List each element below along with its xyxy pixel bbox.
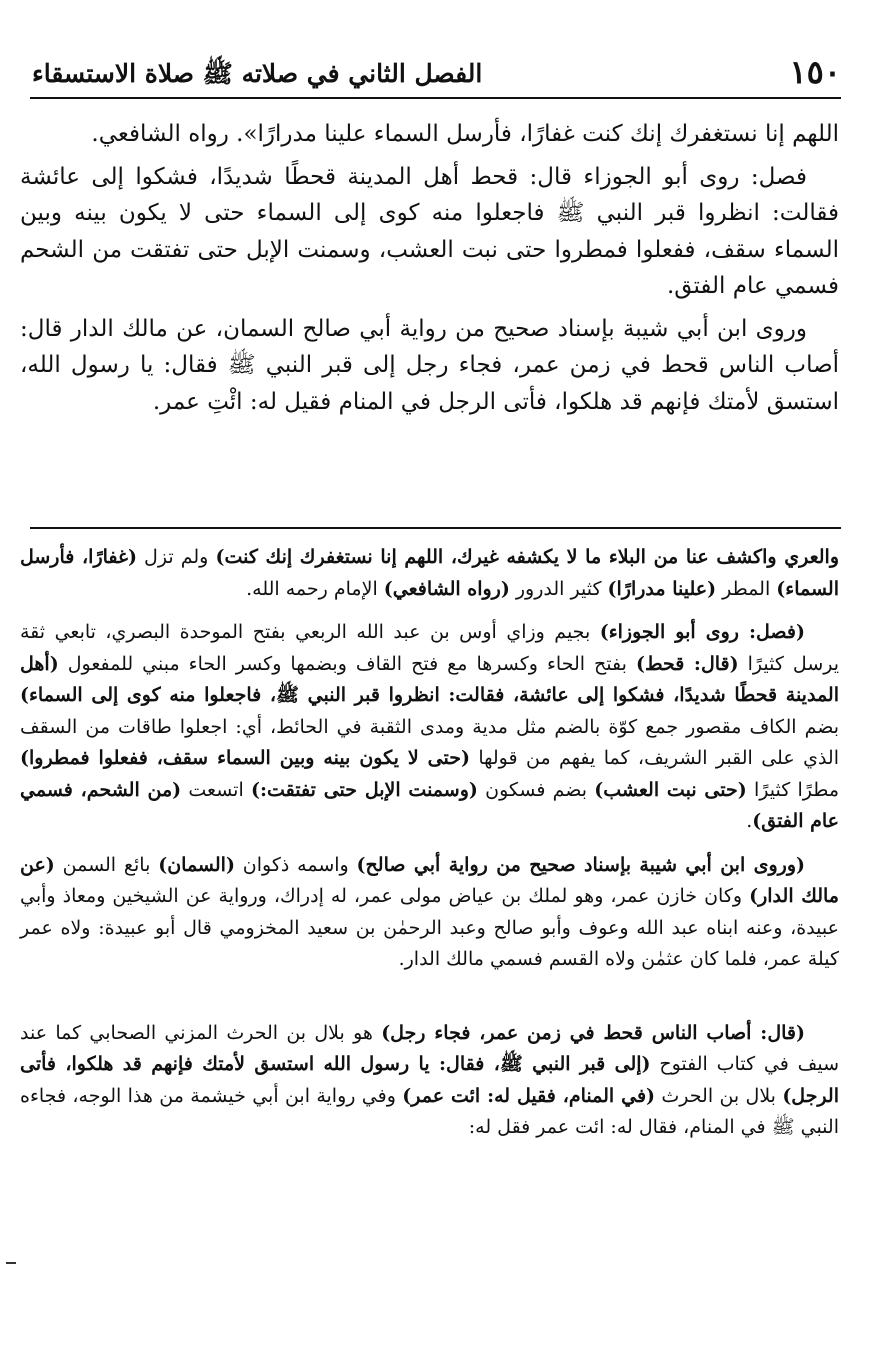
commentary-segment: واسمه ذكوان	[234, 853, 357, 876]
quoted-matn-segment: (رواه الشافعي)	[383, 577, 510, 600]
main-paragraph-1: اللهم إنا نستغفرك إنك كنت غفارًا، فأرسل السماء علينا مدرارًا». رواه الشافعي.	[91, 121, 839, 147]
commentary	[20, 542, 839, 1156]
commentary-paragraph-2	[20, 617, 839, 838]
commentary-segment: بائع السمن	[54, 853, 159, 876]
commentary-segment: بضم فسكون	[477, 778, 595, 801]
margin-mark	[6, 1262, 16, 1264]
commentary-segment: وفي رواية ابن أبي خيشمة من هذا الوجه، فجاءه النبي ﷺ في المنام، فقال له: ائت عمر فقل له:	[20, 1084, 839, 1138]
commentary-segment: المطر	[716, 577, 777, 600]
quoted-matn-segment: (قال: أصاب الناس قحط في زمن عمر، فجاء رجل)	[381, 1021, 805, 1044]
commentary-segment: مطرًا كثيرًا	[746, 778, 839, 801]
commentary-paragraph-4	[20, 1018, 839, 1144]
commentary-segment: الإمام رحمه الله.	[246, 577, 384, 600]
commentary-segment: وكان خازن عمر، وهو لملك بن عياض مولى عمر، له إدراك، ورواية عن الشيخين ومعاذ وأبي عبيدة، وعنه ابناه عبد الله وعوف وأبو صالح وعبد الرحمٰن بن سعيد المخزومي قال أبو عبيدة: ولاه عمر كيلة عمر، فلما كان عثمٰن ولاه القسم فسمي مالك الدار.	[20, 885, 839, 970]
commentary-segment: .	[746, 810, 753, 832]
commentary-segment: اتسعت	[181, 778, 251, 801]
commentary-segment: بجيم وزاي أوس بن عبد الله الربعي بفتح الموحدة البصري، تابعي ثقة يرسل كثيرًا	[20, 621, 840, 675]
quoted-matn-segment: (حتى لا يكون بينه وبين السماء سقف، ففعلوا فمطروا)	[20, 747, 470, 769]
quoted-matn-segment: (وسمنت الإبل حتى تفتقت:)	[250, 778, 478, 801]
quoted-matn-segment: (عن مالك الدار)	[20, 853, 839, 907]
quoted-matn-segment: (وروى ابن أبي شيبة بإسناد صحيح من رواية أبي صالح)	[356, 853, 806, 876]
footnote-divider	[30, 527, 841, 529]
commentary-segment: بفتح الحاء وكسرها مع فتح القاف وبضمها وكسر الحاء مبني للمفعول	[58, 652, 636, 675]
quoted-matn-segment: (علينا مدرارًا)	[607, 577, 717, 600]
quoted-matn-segment: والعري واكشف عنا من البلاء ما لا يكشفه غيرك، اللهم إنا نستغفرك إنك كنت)	[215, 546, 839, 568]
quoted-matn-segment: (من الشحم، فسمي عام الفتق)	[20, 778, 839, 832]
commentary-paragraph-1	[20, 542, 839, 605]
main-text	[20, 116, 839, 426]
running-title: الفصل الثاني في صلاته ﷺ صلاة الاستسقاء	[32, 59, 483, 88]
quoted-matn-segment: (حتى نبت العشب)	[594, 778, 747, 801]
quoted-matn-segment: (غفارًا، فأرسل السماء)	[20, 546, 839, 600]
commentary-segment: بلال بن الحرث	[655, 1084, 783, 1107]
main-paragraph-3: وروى ابن أبي شيبة بإسناد صحيح من رواية أبي صالح السمان، عن مالك الدار قال: أصاب الناس قحط في زمن عمر، فجاء رجل إلى قبر النبي ﷺ فقال: يا رسول الله، استسق لأمتك فإنهم قد هلكوا، فأتى الرجل في المنام فقيل له: ائْتِ عمر.	[20, 315, 839, 415]
quoted-matn-segment: (قال: قحط)	[635, 652, 739, 675]
page-header	[32, 52, 841, 98]
quoted-matn-segment: (أهل المدينة قحطًا شديدًا، فشكوا إلى عائشة، فقالت: انظروا قبر النبي ﷺ، فاجعلوا منه كوى إلى السماء)	[20, 652, 839, 706]
quoted-matn-segment: (في المنام، فقيل له: ائت عمر)	[402, 1084, 656, 1107]
commentary-segment: هو بلال بن الحرث المزني الصحابي كما عند سيف في كتاب الفتوح	[20, 1021, 839, 1075]
commentary-segment: ولم تزل	[136, 546, 216, 568]
commentary-segment: كثير الدرور	[509, 577, 608, 600]
main-paragraph-2: فصل: روى أبو الجوزاء قال: قحط أهل المدينة قحطًا شديدًا، فشكوا إلى عائشة فقالت: انظروا قبر النبي ﷺ فاجعلوا منه كوى إلى السماء حتى لا يكون بينه وبين السماء سقف، ففعلوا فمطروا حتى نبت العشب، وسمنت الإبل حتى تفتقت من الشحم فسمي عام الفتق.	[20, 163, 839, 299]
quoted-matn-segment: (فصل: روى أبو الجوزاء)	[599, 621, 805, 643]
commentary-paragraph-3	[20, 850, 839, 976]
quoted-matn-segment: (إلى قبر النبي ﷺ، فقال: يا رسول الله استسق لأمتك فإنهم قد هلكوا، فأتى الرجل)	[20, 1053, 839, 1107]
header-divider	[30, 97, 841, 99]
quoted-matn-segment: (السمان)	[158, 853, 235, 876]
page-number: ١٥٠	[789, 53, 841, 91]
commentary-segment: بضم الكاف مقصور جمع كوّة بالضم مثل مدية ومدى الثقبة في الحائط، أي: اجعلوا طاقات من السقف الذي على القبر الشريف، كما يفهم من قولها	[20, 715, 839, 769]
